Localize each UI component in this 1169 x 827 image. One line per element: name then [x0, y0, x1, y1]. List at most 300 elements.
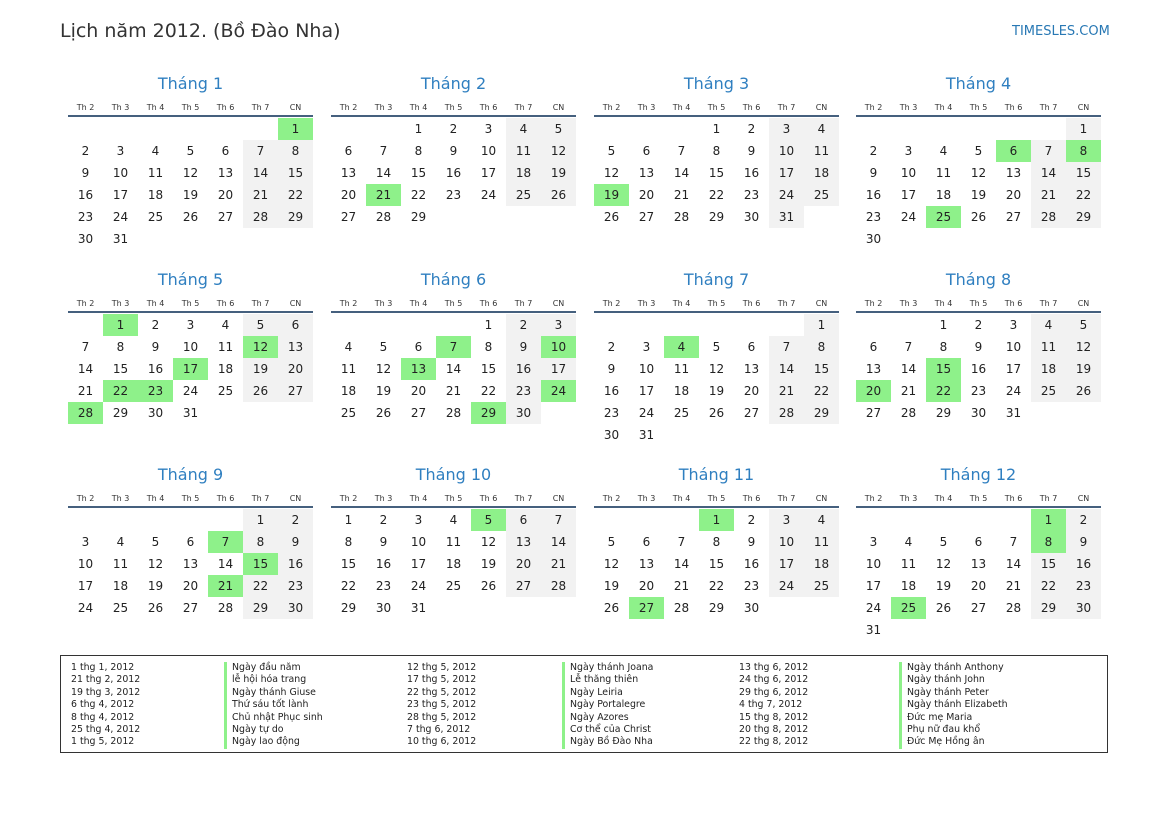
day-cell: 10: [182, 340, 199, 354]
legend-date: 1 thg 1, 2012: [71, 662, 135, 673]
day-cell: 17: [480, 166, 497, 180]
weekday-label: Th 6: [1004, 494, 1023, 503]
day-cell: 8: [344, 535, 353, 549]
holiday-day-cell: 25: [891, 597, 926, 619]
day-cell: 31: [638, 428, 655, 442]
day-cell: 7: [1031, 140, 1066, 162]
month-title: Tháng 2: [420, 74, 487, 93]
legend-holiday-name: Ngày Bồ Đào Nha: [562, 736, 653, 748]
day-cell: 7: [769, 336, 804, 358]
day-cell: 16: [865, 188, 882, 202]
day-cell: 4: [1031, 314, 1066, 336]
month-title: Tháng 9: [157, 465, 224, 484]
day-cell: 30: [506, 402, 541, 424]
month-title: Tháng 11: [678, 465, 755, 484]
legend-holiday-name: Ngày lao động: [224, 736, 323, 748]
legend-dates-column-2: [407, 662, 476, 749]
day-cell: 24: [77, 601, 94, 615]
holiday-day-cell: 27: [629, 597, 664, 619]
day-cell: 2: [974, 318, 983, 332]
legend-date: 22 thg 8, 2012: [739, 736, 809, 748]
day-cell: 16: [278, 553, 313, 575]
weekday-header: [856, 487, 1101, 508]
weekday-label: Th 3: [111, 494, 130, 503]
day-cell: 27: [1005, 210, 1022, 224]
day-cell: 22: [708, 579, 725, 593]
day-cell: 1: [939, 318, 948, 332]
day-cell: 14: [673, 166, 690, 180]
day-cell: 28: [673, 210, 690, 224]
day-cell: 29: [708, 210, 725, 224]
weekday-label: Th 2: [76, 299, 95, 308]
day-cell: 12: [375, 362, 392, 376]
holiday-day-cell: 5: [471, 509, 506, 531]
day-cell: 8: [243, 531, 278, 553]
day-cell: 23: [375, 579, 392, 593]
day-cell: 29: [1066, 206, 1101, 228]
day-cell: 23: [970, 384, 987, 398]
month-2: [331, 72, 576, 228]
day-cell: 22: [1066, 184, 1101, 206]
holiday-day-cell: 21: [366, 184, 401, 206]
legend-holiday-name: Ngày thánh Joana: [562, 662, 653, 674]
day-cell: 19: [970, 188, 987, 202]
day-cell: 3: [116, 144, 125, 158]
day-cell: 7: [677, 144, 686, 158]
weekday-label: Th 5: [707, 299, 726, 308]
day-cell: 22: [278, 184, 313, 206]
day-cell: 13: [970, 557, 987, 571]
day-cell: 5: [151, 535, 160, 549]
day-cell: 12: [970, 166, 987, 180]
empty-cell: [664, 509, 699, 531]
weekday-label: Th 4: [146, 494, 165, 503]
empty-cell: [138, 118, 173, 140]
day-cell: 10: [769, 531, 804, 553]
day-grid: [68, 509, 313, 619]
day-cell: 31: [112, 232, 129, 246]
day-cell: 4: [506, 118, 541, 140]
legend-date: 12 thg 5, 2012: [407, 662, 477, 673]
day-cell: 16: [743, 557, 760, 571]
day-cell: 26: [541, 184, 576, 206]
day-cell: 14: [541, 531, 576, 553]
day-cell: 12: [480, 535, 497, 549]
empty-cell: [208, 509, 243, 531]
day-cell: 14: [1005, 557, 1022, 571]
day-cell: 12: [603, 557, 620, 571]
day-cell: 25: [804, 575, 839, 597]
day-cell: 3: [904, 144, 913, 158]
weekday-label: Th 6: [1004, 299, 1023, 308]
day-cell: 14: [673, 557, 690, 571]
day-cell: 5: [607, 535, 616, 549]
day-cell: 21: [769, 380, 804, 402]
day-cell: 11: [935, 166, 952, 180]
weekday-label: Th 7: [777, 494, 796, 503]
day-cell: 4: [449, 513, 458, 527]
day-cell: 9: [974, 340, 983, 354]
legend-date: 4 thg 7, 2012: [739, 699, 803, 711]
weekday-label: CN: [289, 103, 302, 112]
empty-cell: [436, 314, 471, 336]
empty-cell: [173, 509, 208, 531]
weekday-label: Th 3: [111, 299, 130, 308]
day-cell: 31: [865, 623, 882, 637]
holiday-day-cell: 15: [926, 358, 961, 380]
day-cell: 17: [769, 553, 804, 575]
day-cell: 5: [243, 314, 278, 336]
legend-holiday-name: Ngày tự do: [224, 724, 323, 736]
weekday-label: Th 5: [444, 494, 463, 503]
day-cell: 5: [974, 144, 983, 158]
weekday-header: [68, 292, 313, 313]
weekday-label: Th 2: [76, 494, 95, 503]
weekday-label: CN: [815, 103, 828, 112]
holiday-day-cell: 23: [138, 380, 173, 402]
day-cell: 2: [81, 144, 90, 158]
day-grid: [594, 314, 839, 446]
day-cell: 19: [708, 384, 725, 398]
day-cell: 8: [804, 336, 839, 358]
weekday-label: Th 4: [934, 494, 953, 503]
day-cell: 19: [1066, 358, 1101, 380]
weekday-label: CN: [289, 299, 302, 308]
legend-holiday-name: Lễ thăng thiên: [562, 674, 653, 686]
day-cell: 11: [804, 140, 839, 162]
legend-date: 6 thg 4, 2012: [71, 699, 135, 711]
day-cell: 16: [1066, 553, 1101, 575]
day-cell: 14: [769, 358, 804, 380]
day-cell: 9: [449, 144, 458, 158]
day-cell: 28: [1005, 601, 1022, 615]
day-cell: 18: [804, 553, 839, 575]
day-cell: 9: [278, 531, 313, 553]
day-cell: 17: [410, 557, 427, 571]
day-cell: 25: [147, 210, 164, 224]
day-cell: 11: [340, 362, 357, 376]
empty-cell: [173, 118, 208, 140]
day-cell: 21: [445, 384, 462, 398]
legend-date: 23 thg 5, 2012: [407, 699, 477, 711]
empty-cell: [68, 509, 103, 531]
day-cell: 23: [743, 579, 760, 593]
weekday-label: Th 2: [339, 494, 358, 503]
day-cell: 27: [278, 380, 313, 402]
day-cell: 11: [506, 140, 541, 162]
day-cell: 18: [1031, 358, 1066, 380]
day-cell: 25: [804, 184, 839, 206]
legend-holiday-name: Chủ nhật Phục sinh: [224, 712, 323, 724]
legend-date: 17 thg 5, 2012: [407, 674, 477, 686]
holiday-day-cell: 12: [243, 336, 278, 358]
day-cell: 17: [1005, 362, 1022, 376]
day-cell: 8: [712, 144, 721, 158]
day-grid: [856, 509, 1101, 641]
day-cell: 11: [217, 340, 234, 354]
day-cell: 5: [379, 340, 388, 354]
day-cell: 26: [243, 380, 278, 402]
legend-holiday-name: Ngày thánh Peter: [899, 687, 1008, 699]
day-cell: 3: [642, 340, 651, 354]
legend-date: 19 thg 3, 2012: [71, 686, 141, 698]
day-cell: 30: [865, 232, 882, 246]
day-cell: 8: [712, 535, 721, 549]
weekday-label: CN: [1077, 299, 1090, 308]
day-cell: 13: [743, 362, 760, 376]
day-cell: 11: [673, 362, 690, 376]
empty-cell: [699, 314, 734, 336]
day-cell: 6: [344, 144, 353, 158]
brand-link[interactable]: TIMESLES.COM: [1012, 24, 1110, 39]
weekday-label: Th 7: [777, 103, 796, 112]
holiday-day-cell: 8: [1066, 140, 1101, 162]
weekday-label: Th 2: [602, 299, 621, 308]
day-cell: 31: [182, 406, 199, 420]
day-cell: 26: [182, 210, 199, 224]
holiday-day-cell: 1: [278, 118, 313, 140]
empty-cell: [401, 314, 436, 336]
day-cell: 20: [506, 553, 541, 575]
empty-cell: [208, 118, 243, 140]
day-cell: 10: [769, 140, 804, 162]
day-cell: 16: [506, 358, 541, 380]
day-cell: 21: [900, 384, 917, 398]
weekday-label: Th 3: [899, 494, 918, 503]
day-grid: [331, 118, 576, 228]
legend-holiday-name: Đức Mẹ Hồng ân: [899, 736, 1008, 748]
day-cell: 2: [869, 144, 878, 158]
weekday-label: Th 6: [479, 494, 498, 503]
weekday-label: CN: [1077, 494, 1090, 503]
day-cell: 29: [278, 206, 313, 228]
day-cell: 24: [900, 210, 917, 224]
month-title: Tháng 3: [683, 74, 750, 93]
day-cell: 20: [278, 358, 313, 380]
day-cell: 17: [769, 162, 804, 184]
day-cell: 1: [243, 509, 278, 531]
day-cell: 15: [278, 162, 313, 184]
legend-holiday-name: Ngày Portalegre: [562, 699, 653, 711]
day-cell: 6: [506, 509, 541, 531]
day-cell: 19: [147, 579, 164, 593]
day-cell: 2: [151, 318, 160, 332]
day-cell: 10: [865, 557, 882, 571]
empty-cell: [1031, 118, 1066, 140]
day-cell: 1: [1066, 118, 1101, 140]
day-cell: 14: [77, 362, 94, 376]
day-cell: 21: [243, 184, 278, 206]
day-cell: 12: [708, 362, 725, 376]
empty-cell: [103, 118, 138, 140]
weekday-label: Th 3: [637, 103, 656, 112]
day-cell: 26: [1066, 380, 1101, 402]
day-grid: [68, 118, 313, 250]
weekday-label: Th 4: [146, 299, 165, 308]
day-cell: 5: [186, 144, 195, 158]
day-cell: 5: [541, 118, 576, 140]
day-cell: 2: [506, 314, 541, 336]
day-cell: 13: [1005, 166, 1022, 180]
weekday-label: Th 4: [146, 103, 165, 112]
day-cell: 11: [900, 557, 917, 571]
day-cell: 21: [541, 553, 576, 575]
holiday-day-cell: 22: [103, 380, 138, 402]
legend-date: 29 thg 6, 2012: [739, 686, 809, 698]
holiday-day-cell: 21: [208, 575, 243, 597]
weekday-label: Th 7: [251, 299, 270, 308]
day-cell: 13: [217, 166, 234, 180]
month-3: [594, 72, 839, 228]
day-cell: 23: [506, 380, 541, 402]
day-cell: 27: [506, 575, 541, 597]
day-cell: 3: [1009, 318, 1018, 332]
legend-date: 7 thg 6, 2012: [407, 723, 471, 735]
day-cell: 28: [217, 601, 234, 615]
legend-date: 25 thg 4, 2012: [71, 723, 141, 735]
weekday-label: Th 4: [672, 299, 691, 308]
month-4: [856, 72, 1101, 250]
holiday-day-cell: 22: [926, 380, 961, 402]
day-cell: 11: [445, 535, 462, 549]
weekday-header: [68, 487, 313, 508]
weekday-label: Th 6: [742, 299, 761, 308]
day-cell: 28: [1031, 206, 1066, 228]
day-cell: 18: [804, 162, 839, 184]
day-cell: 20: [970, 579, 987, 593]
empty-cell: [996, 118, 1031, 140]
day-cell: 6: [747, 340, 756, 354]
day-cell: 1: [712, 122, 721, 136]
day-cell: 29: [1031, 597, 1066, 619]
day-cell: 23: [603, 406, 620, 420]
day-cell: 27: [182, 601, 199, 615]
weekday-label: Th 6: [479, 299, 498, 308]
day-cell: 9: [151, 340, 160, 354]
day-cell: 16: [77, 188, 94, 202]
empty-cell: [961, 118, 996, 140]
empty-cell: [961, 509, 996, 531]
day-cell: 24: [769, 575, 804, 597]
empty-cell: [103, 509, 138, 531]
day-cell: 6: [642, 535, 651, 549]
month-title: Tháng 7: [683, 270, 750, 289]
month-title: Tháng 5: [157, 270, 224, 289]
day-cell: 3: [186, 318, 195, 332]
weekday-label: Th 7: [514, 103, 533, 112]
day-cell: 5: [607, 144, 616, 158]
day-cell: 27: [743, 406, 760, 420]
day-cell: 14: [243, 162, 278, 184]
legend-names-column-2: [562, 662, 653, 749]
day-cell: 4: [151, 144, 160, 158]
day-cell: 21: [673, 579, 690, 593]
day-cell: 25: [217, 384, 234, 398]
holiday-day-cell: 20: [856, 380, 891, 402]
month-title: Tháng 12: [940, 465, 1017, 484]
day-cell: 3: [81, 535, 90, 549]
day-cell: 15: [410, 166, 427, 180]
weekday-label: Th 2: [339, 299, 358, 308]
weekday-label: Th 5: [707, 494, 726, 503]
day-cell: 26: [708, 406, 725, 420]
empty-cell: [926, 509, 961, 531]
day-cell: 25: [1031, 380, 1066, 402]
empty-cell: [243, 118, 278, 140]
weekday-label: Th 3: [111, 103, 130, 112]
legend-holiday-name: Thứ sáu tốt lành: [224, 699, 323, 711]
empty-cell: [664, 314, 699, 336]
weekday-label: Th 7: [514, 494, 533, 503]
day-cell: 27: [217, 210, 234, 224]
weekday-label: Th 6: [742, 103, 761, 112]
weekday-label: Th 5: [181, 299, 200, 308]
day-grid: [331, 314, 576, 424]
day-cell: 20: [410, 384, 427, 398]
holiday-legend: [60, 655, 1108, 753]
day-cell: 15: [804, 358, 839, 380]
day-cell: 9: [379, 535, 388, 549]
day-cell: 26: [375, 406, 392, 420]
day-cell: 23: [865, 210, 882, 224]
day-cell: 7: [677, 535, 686, 549]
holiday-day-cell: 1: [103, 314, 138, 336]
holiday-day-cell: 19: [594, 184, 629, 206]
holiday-day-cell: 1: [699, 509, 734, 531]
day-grid: [594, 118, 839, 228]
legend-holiday-name: Ngày thánh John: [899, 674, 1008, 686]
day-cell: 27: [970, 601, 987, 615]
day-cell: 19: [480, 557, 497, 571]
day-grid: [594, 509, 839, 619]
weekday-label: Th 7: [251, 494, 270, 503]
day-cell: 26: [603, 210, 620, 224]
day-cell: 3: [541, 314, 576, 336]
empty-cell: [594, 118, 629, 140]
holiday-day-cell: 4: [664, 336, 699, 358]
day-cell: 24: [865, 601, 882, 615]
day-cell: 17: [865, 579, 882, 593]
empty-cell: [856, 509, 891, 531]
weekday-label: Th 7: [514, 299, 533, 308]
day-cell: 25: [112, 601, 129, 615]
day-cell: 11: [147, 166, 164, 180]
empty-cell: [629, 509, 664, 531]
month-12: [856, 463, 1101, 641]
day-cell: 19: [935, 579, 952, 593]
day-cell: 11: [1031, 336, 1066, 358]
day-cell: 4: [221, 318, 230, 332]
day-cell: 15: [480, 362, 497, 376]
empty-cell: [331, 314, 366, 336]
holiday-day-cell: 7: [208, 531, 243, 553]
weekday-label: CN: [552, 299, 565, 308]
day-cell: 10: [410, 535, 427, 549]
legend-dates-column-1: [71, 662, 140, 749]
day-cell: 19: [243, 358, 278, 380]
day-cell: 19: [182, 188, 199, 202]
day-cell: 18: [900, 579, 917, 593]
day-cell: 6: [414, 340, 423, 354]
day-cell: 3: [769, 509, 804, 531]
day-cell: 13: [278, 336, 313, 358]
day-cell: 22: [708, 188, 725, 202]
day-cell: 14: [900, 362, 917, 376]
day-cell: 7: [904, 340, 913, 354]
day-cell: 9: [747, 144, 756, 158]
day-cell: 19: [603, 579, 620, 593]
day-cell: 2: [1066, 509, 1101, 531]
